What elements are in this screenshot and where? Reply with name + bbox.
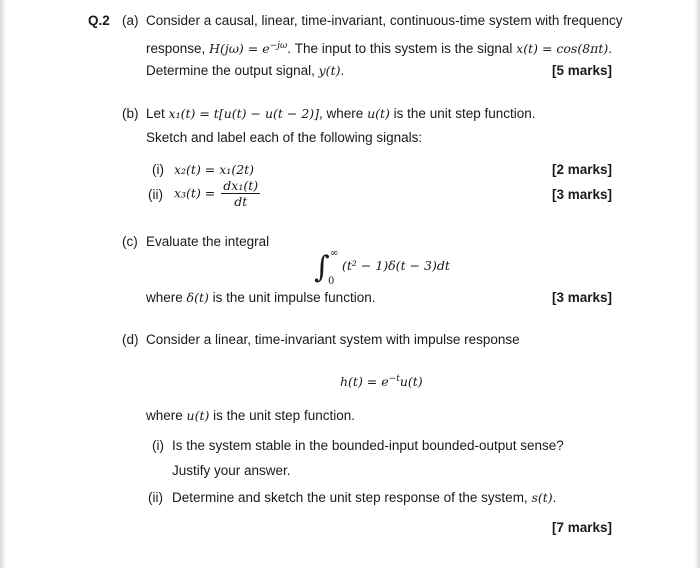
part-d-ii-text — [172, 489, 556, 507]
part-b-label: (b) — [122, 106, 139, 121]
part-c-marks: [3 marks] — [551, 290, 612, 305]
impulse-response-step: u(t) — [399, 374, 423, 390]
unit-step-symbol-d: u(t) — [186, 408, 210, 423]
x3-lhs: x₃(t) = — [174, 185, 216, 201]
part-d-ii-label: (ii) — [148, 490, 163, 505]
part-b-i-marks: [2 marks] — [551, 162, 612, 177]
part-b-line2: Sketch and label each of the following signals: — [146, 130, 423, 145]
x1-definition: x₁(t) = t[u(t) − u(t − 2)] — [168, 106, 320, 121]
part-d-ii-text-main: Determine and sketch the unit step response of the system, — [172, 490, 528, 505]
derivative-numerator: dx₁(t) — [223, 178, 259, 193]
part-a-line2 — [146, 37, 612, 58]
part-a-line2-mid: . The input to this system is the signal — [287, 41, 513, 57]
part-d-line2 — [146, 407, 355, 425]
output-signal-symbol: y(t) — [318, 63, 341, 78]
impulse-symbol: δ(t) — [186, 290, 209, 305]
part-a-label: (a) — [122, 13, 139, 28]
derivative-denominator: dt — [234, 194, 248, 209]
part-d-line1: Consider a linear, time-invariant system with impulse response — [146, 332, 520, 347]
part-b-line1 — [146, 105, 536, 123]
part-b-ii-label: (ii) — [148, 187, 163, 202]
question-number: Q.2 — [88, 13, 110, 28]
part-b-line1-end: is the unit step function. — [393, 106, 536, 121]
part-d-i-text2: Justify your answer. — [172, 463, 291, 478]
integral-lower-limit: 0 — [328, 276, 335, 287]
part-a-line3 — [146, 62, 344, 80]
page-edge-left — [0, 0, 6, 568]
step-response-symbol: s(t) — [531, 490, 553, 505]
integral-sign-icon: ∫ — [314, 250, 330, 285]
part-d-i-text: Is the system stable in the bounded-input bounded-output sense? — [172, 438, 564, 453]
part-d-marks: [7 marks] — [551, 520, 612, 535]
part-c-line2-pre: where — [146, 290, 183, 305]
part-a-line2-end: . — [608, 41, 613, 57]
part-c-line1: Evaluate the integral — [146, 234, 270, 249]
frequency-response-exponent: −jω — [269, 41, 288, 51]
part-b-line1-pre: Let — [146, 106, 165, 121]
part-b-i-label: (i) — [152, 162, 164, 177]
part-a-marks: [5 marks] — [551, 63, 612, 78]
part-a-line2-pre: response, — [146, 41, 206, 57]
derivative-fraction — [221, 178, 260, 209]
part-a-line1: Consider a causal, linear, time-invariant, continuous-time system with frequency — [146, 13, 623, 28]
impulse-response-exponent: −t — [388, 374, 400, 384]
part-c-line2 — [146, 289, 375, 307]
part-d-label: (d) — [122, 332, 139, 347]
x2-definition: x₂(t) = x₁(2t) — [174, 162, 255, 177]
part-b-ii-marks: [3 marks] — [551, 187, 612, 202]
part-d-line2-pre: where — [146, 408, 183, 423]
part-c-label: (c) — [122, 234, 138, 249]
part-c-line2-end: is the unit impulse function. — [212, 290, 376, 305]
input-signal-expr: x(t) = cos(8πt) — [516, 41, 609, 57]
part-d-line2-end: is the unit step function. — [213, 408, 355, 423]
integrand: (t² − 1)δ(t − 3)dt — [342, 258, 450, 273]
integral-upper-limit: ∞ — [330, 248, 339, 259]
impulse-response-expr — [340, 370, 423, 391]
frequency-response-expr — [209, 41, 287, 56]
x3-definition — [174, 178, 262, 209]
page-edge-right — [694, 0, 700, 568]
frequency-response-base: H(jω) = e — [209, 41, 270, 57]
part-d-i-label: (i) — [152, 438, 164, 453]
unit-step-symbol: u(t) — [367, 106, 390, 121]
integral-expression — [314, 248, 474, 288]
part-a-line3-end: . — [340, 63, 345, 78]
part-d-ii-end: . — [552, 490, 557, 505]
part-b-line1-mid: , where — [319, 106, 364, 121]
part-a-line3-pre: Determine the output signal, — [146, 63, 315, 78]
impulse-response-base: h(t) = e — [340, 374, 389, 390]
